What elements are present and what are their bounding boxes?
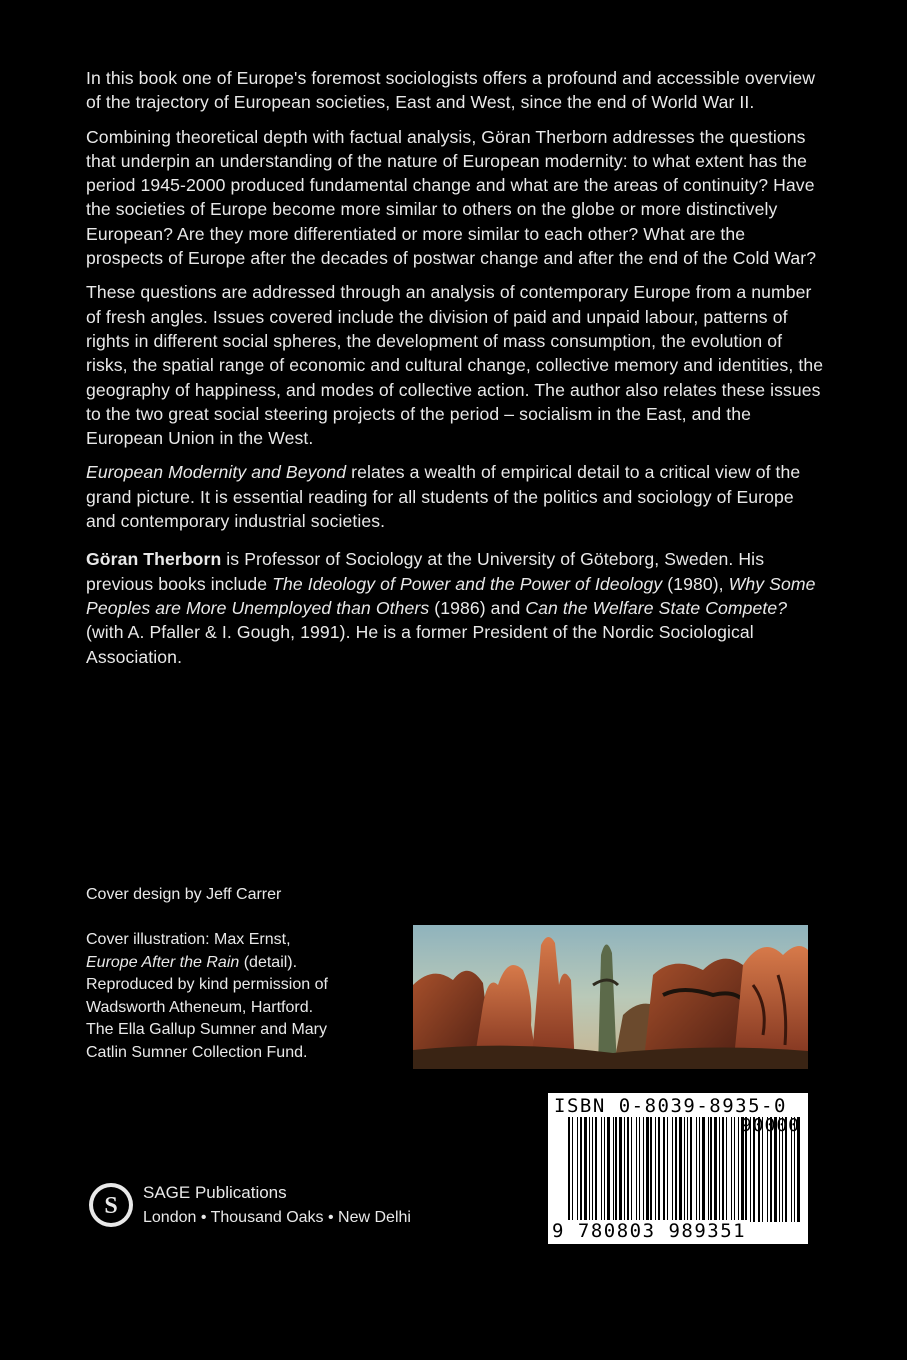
barcode-bar [655,1117,656,1222]
barcode-bar [672,1117,673,1222]
barcode-bar [601,1117,602,1222]
barcode-bar [745,1117,747,1222]
barcode-bar [624,1117,625,1222]
barcode-bar [726,1117,727,1222]
author-bio-text-1: is Professor of Sociology at the University of Göteborg, Sweden. His previous books include [86,549,765,594]
author-bio-text-3: (1986) and [429,597,526,618]
barcode-bar [731,1117,732,1222]
barcode-bar [779,1117,780,1222]
author-bio [86,547,826,668]
blurb-paragraph-3: These questions are addressed through an analysis of contemporary Europe from a number of fresh angles. Issues covered include the division of paid and unpaid labour, patterns of rights in different social spheres, the development of mass consumption, the evolution of risks, the spatial range of economic and cultural change, collective memory and identities, the geography of happiness, and modes of collective action. The author also relates these issues to the two great social steering projects of the period – socialism in the East, and the European Union in the West. [86,282,824,449]
barcode-bar [663,1117,665,1222]
isbn-barcode [548,1093,808,1244]
barcode-bar [753,1117,755,1222]
barcode-bar [675,1117,677,1222]
barcode-bar [774,1117,777,1222]
sage-logo-icon [88,1182,134,1228]
barcode-bar [684,1117,685,1222]
illustration-credit-line-6: Catlin Sumner Collection Fund. [86,1043,308,1061]
sage-logo-letter: S [104,1193,118,1219]
blurb-paragraph-4-text: relates a wealth of empirical detail to a critical view of the grand picture. It is essential reading for all students of the politics and sociology of Europe and contemporary industrial societies. [86,462,801,532]
cover-blurb [86,66,826,679]
barcode-bar [794,1117,795,1222]
barcode-bar [639,1117,640,1222]
blurb-paragraph-2: Combining theoretical depth with factual analysis, Göran Therborn addresses the questions that underpin an understanding of the nature of European modernity: to what extent has the period 1945-2000 produced fundamental change and what are the areas of continuity? Have the societies of Europe become more similar to others on the globe or more distinctively European? Are they more differentiated or more similar to each other? What are the prospects of Europe after the decades of postwar change and after the end of the Cold War? [86,126,817,269]
barcode-bar [758,1117,760,1222]
barcode-bar [791,1117,792,1222]
barcode-bar [687,1117,688,1222]
blurb-paragraph-4 [86,460,826,533]
publisher-name: SAGE Publications [143,1183,287,1202]
barcode-bar [719,1117,720,1222]
previous-book-1: The Ideology of Power and the Power of Ideology [272,573,663,594]
barcode-bar [613,1117,614,1222]
barcode-bar [667,1117,668,1222]
previous-book-3: Can the Welfare State Compete? [525,597,788,618]
author-bio-text-2: (1980), [662,573,729,594]
barcode-bar [696,1117,697,1222]
previous-book-2: Why Some Peoples are More Unemployed than Others [86,573,816,618]
barcode-bar [572,1117,573,1222]
barcode-bar [734,1117,735,1222]
barcode-bar [607,1117,610,1222]
barcode-bar [782,1117,783,1222]
illustration-credit-line-5: The Ella Gallup Sumner and Mary [86,1021,327,1039]
barcode-bar [714,1117,717,1222]
barcode-bar [592,1117,593,1222]
barcode-bar [690,1117,692,1222]
barcode-bar [584,1117,587,1222]
barcode-bar [770,1117,772,1222]
barcode-bar [722,1117,724,1222]
ean-number: 9 780803 989351 [552,1220,747,1242]
barcode-bar [797,1117,800,1222]
barcode-bar [741,1117,744,1222]
author-name: Göran Therborn [86,549,222,570]
barcode-bar [710,1117,712,1222]
barcode-bar [750,1117,751,1222]
barcode-bar [636,1117,637,1222]
illustration-credit-line-4: Wadsworth Atheneum, Hartford. [86,998,314,1016]
barcode-bar [619,1117,622,1222]
blurb-paragraph-1: In this book one of Europe's foremost sociologists offers a profound and accessible overview of the trajectory of European societies, East and West, since the end of World War II. [86,68,816,113]
barcode-bar [658,1117,660,1222]
cover-illustration-credit [86,929,406,1065]
barcode-bar [643,1117,644,1222]
barcode-bar [767,1117,768,1222]
barcode-bar [589,1117,590,1222]
barcode-bar [708,1117,709,1222]
barcode-bar [604,1117,605,1222]
barcode-bar [699,1117,700,1222]
barcode-bar [577,1117,578,1222]
author-bio-text-4: (with A. Pfaller & I. Gough, 1991). He is a former President of the Nordic Sociological Association. [86,622,754,667]
painting-detail: (detail). [239,953,298,971]
barcode-bar [568,1117,570,1222]
barcode-bar [595,1117,597,1222]
barcode-bar [702,1117,705,1222]
cover-painting-image [413,925,808,1069]
barcode-bar [785,1117,787,1222]
illustration-credit-line-2 [86,952,406,975]
barcode-bar [627,1117,629,1222]
barcode-bar [615,1117,617,1222]
barcode-bar [631,1117,632,1222]
painting-title: Europe After the Rain [86,953,240,971]
barcode-bars [568,1117,804,1222]
isbn-number: ISBN 0-8039-8935-0 [554,1095,787,1117]
barcode-bar [738,1117,739,1222]
illustration-credit-line-3: Reproduced by kind permission of [86,976,328,994]
illustration-credit-line-1: Cover illustration: Max Ernst, [86,931,291,948]
barcode-bar [646,1117,649,1222]
barcode-bar [650,1117,652,1222]
barcode-bar [679,1117,682,1222]
cover-design-credit: Cover design by Jeff Carrer [86,886,282,903]
publisher-cities: London • Thousand Oaks • New Delhi [143,1209,411,1226]
barcode-bar [580,1117,582,1222]
painting-illustration [413,925,808,1069]
book-title: European Modernity and Beyond [86,462,347,483]
barcode-bar [762,1117,763,1222]
